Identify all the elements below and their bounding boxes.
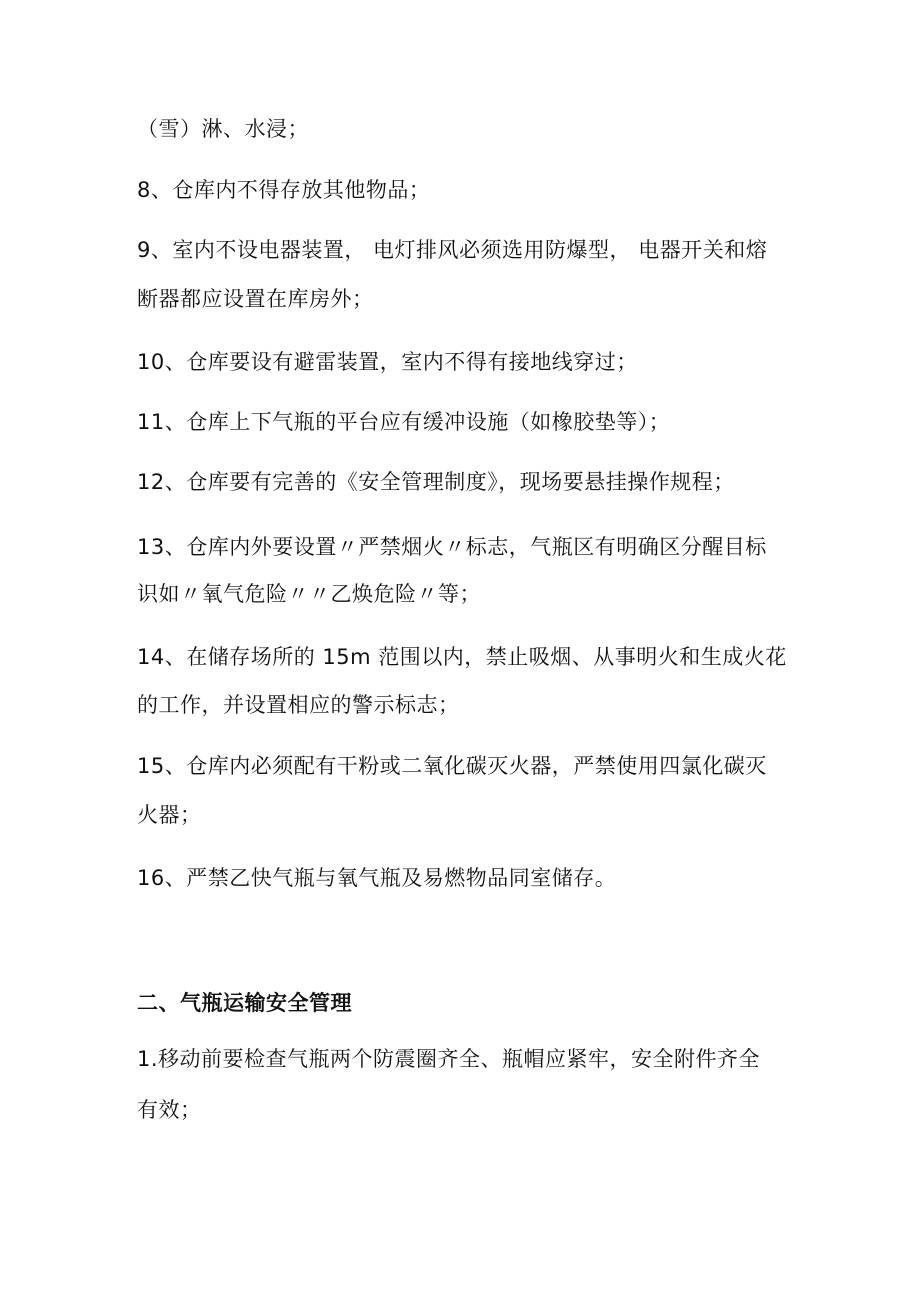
paragraph-line: 16、严禁乙快气瓶与氧气瓶及易燃物品同室储存。 (137, 866, 617, 890)
paragraph-line: 9、室内不设电器装置， 电灯排风必须选用防爆型， 电器开关和熔 (137, 238, 768, 262)
paragraph-line: 断器都应设置在库房外； (137, 287, 374, 311)
paragraph-line: 火器； (137, 803, 202, 827)
paragraph-line: 12、仓库要有完善的《安全管理制度》，现场要悬挂操作规程； (137, 470, 735, 494)
paragraph-line: 识如〃氧气危险〃〃乙焕危险〃等； (137, 582, 481, 606)
paragraph-line: （雪）淋、水浸； (137, 117, 309, 141)
paragraph-line: 13、仓库内外要设置〃严禁烟火〃标志，气瓶区有明确区分醒目标 (137, 535, 767, 559)
paragraph-line: 11、仓库上下气瓶的平台应有缓冲设施（如橡胶垫等）； (137, 410, 671, 434)
paragraph-line: 15、仓库内必须配有干粉或二氧化碳灭火器，严禁使用四氯化碳灭 (137, 754, 767, 778)
paragraph-line: 的工作，并设置相应的警示标志； (137, 693, 460, 717)
paragraph-line: 14、在储存场所的 15m 范围以内，禁止吸烟、从事明火和生成火花 (137, 645, 787, 669)
section-heading: 二、气瓶运输安全管理 (137, 991, 352, 1015)
paragraph-line: 10、仓库要设有避雷装置，室内不得有接地线穿过； (137, 350, 638, 374)
paragraph-line: 8、仓库内不得存放其他物品； (137, 178, 431, 202)
paragraph-line: 1.移动前要检查气瓶两个防震圈齐全、瓶帽应紧牢，安全附件齐全 (137, 1047, 761, 1071)
paragraph-line: 有效； (137, 1098, 202, 1122)
